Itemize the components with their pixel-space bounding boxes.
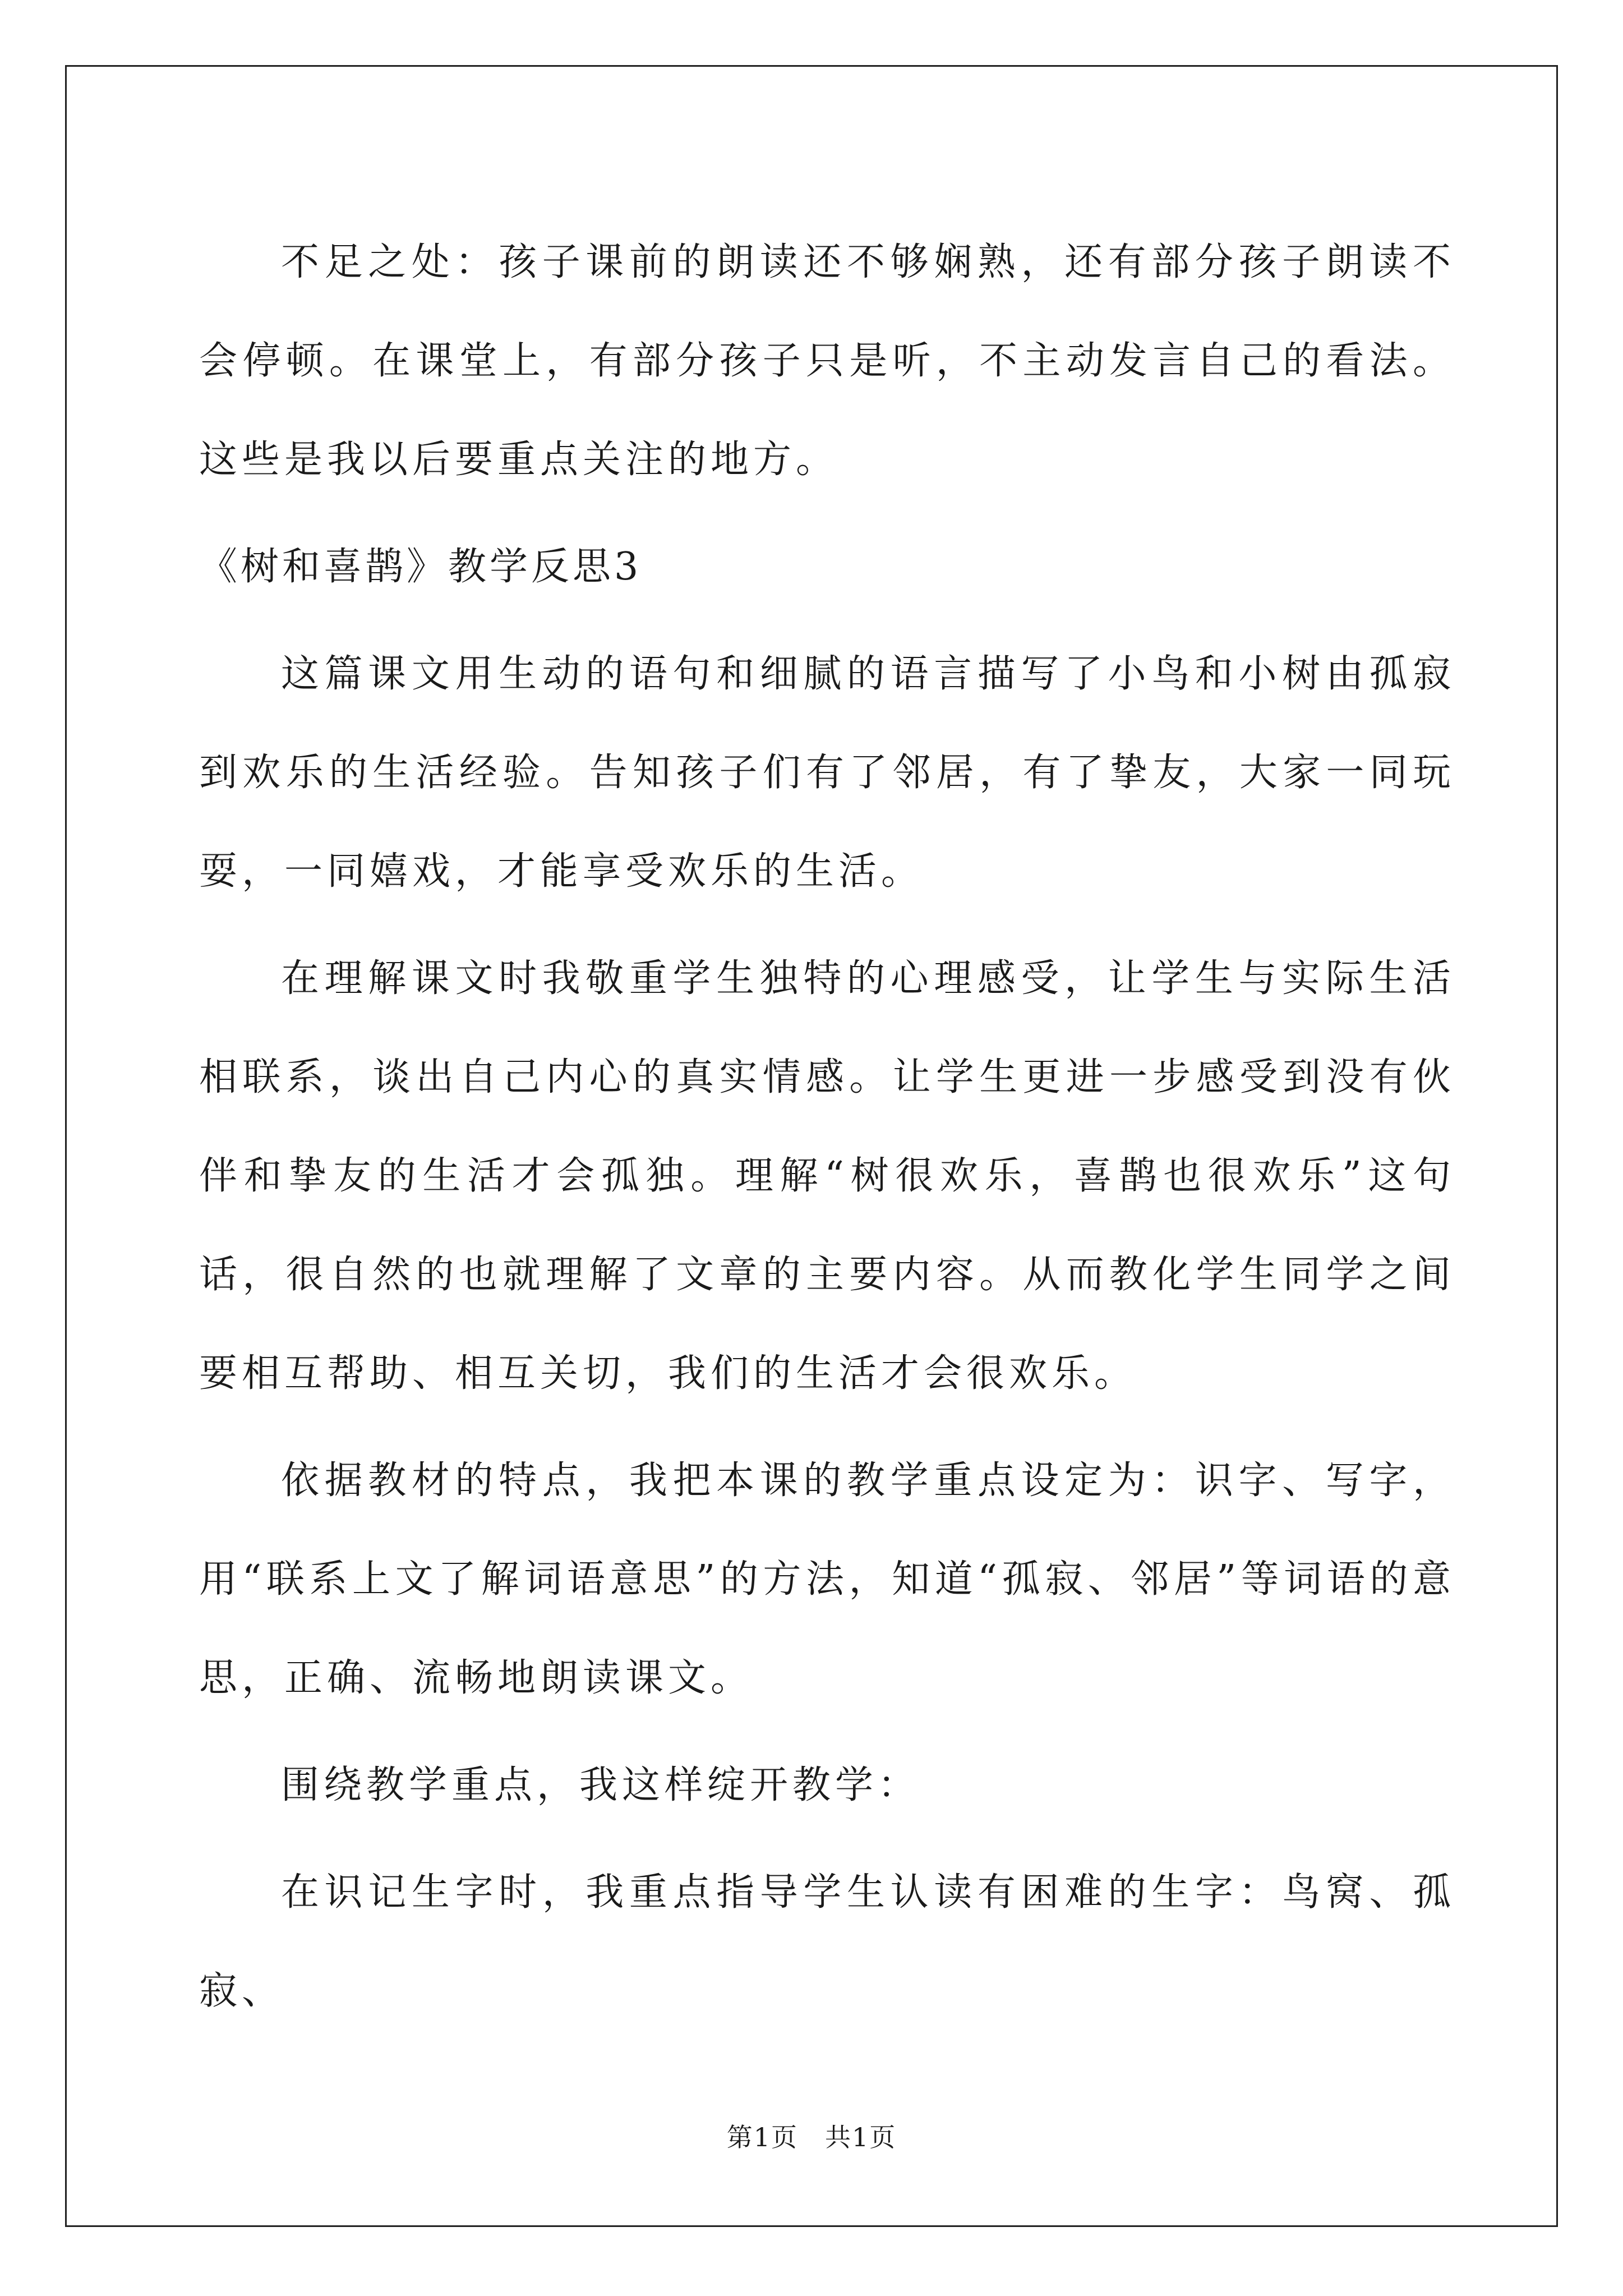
section-heading: 《树和喜鹊》教学反思3 <box>199 545 642 589</box>
document-body <box>199 213 1455 2049</box>
page-number-footer: 第1页 共1页 <box>726 2122 897 2152</box>
paragraph-key-points: 依据教材的特点，我把本课的教学重点设定为：识字、写字，用“联系上文了解词语意思”的方法，知道“孤寂、邻居”等词语的意思，正确、流畅地朗读课文。 <box>199 1458 1455 1700</box>
paragraph-intro: 这篇课文用生动的语句和细腻的语言描写了小鸟和小树由孤寂到欢乐的生活经验。告知孩子们有了邻居，有了挚友，大家一同玩耍，一同嬉戏，才能享受欢乐的生活。 <box>199 652 1455 894</box>
paragraph-teaching-plan: 围绕教学重点，我这样绽开教学： <box>281 1763 921 1807</box>
paragraph-characters: 在识记生字时，我重点指导学生认读有困难的生字：鸟窝、孤寂、 <box>199 1870 1455 2013</box>
paragraph-understanding: 在理解课文时我敬重学生独特的心理感受，让学生与实际生活相联系，谈出自己内心的真实情感。让学生更进一步感受到没有伙伴和挚友的生活才会孤独。理解“树很欢乐，喜鹊也很欢乐”这句话，很自然的也就理解了文章的主要内容。从而教化学生同学之间要相互帮助、相互关切，我们的生活才会很欢乐。 <box>199 956 1455 1396</box>
paragraph-shortcomings: 不足之处：孩子课前的朗读还不够娴熟，还有部分孩子朗读不会停顿。在课堂上，有部分孩子只是听，不主动发言自己的看法。这些是我以后要重点关注的地方。 <box>199 240 1455 482</box>
